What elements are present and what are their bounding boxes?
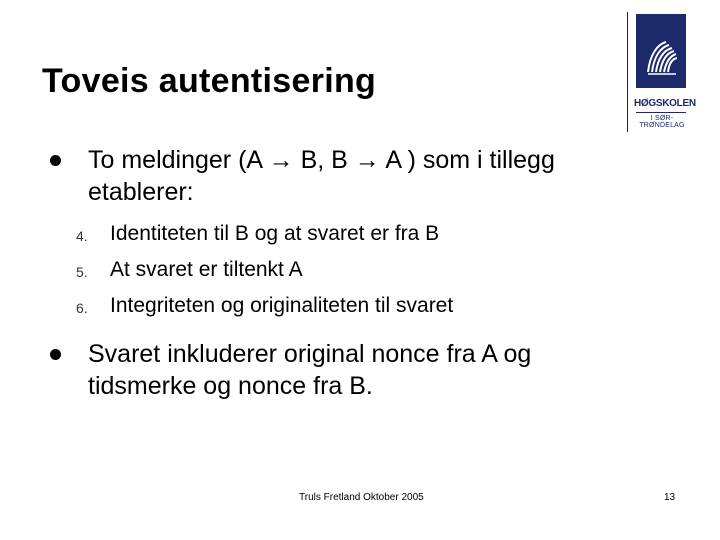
sub-item-number: 5. [76,264,88,280]
footer-author-date: Truls Fretland Oktober 2005 [299,492,424,503]
slide-title: Toveis autentisering [42,62,377,100]
sub-item-text: Integriteten og originaliteten til svaret [110,294,454,317]
page-number: 13 [664,492,676,503]
logo-underline [636,112,686,113]
bullet-1-line-2: etablerer: [88,178,194,206]
bullet-dot-icon [50,155,61,166]
institution-logo [634,14,696,134]
logo-name: HØGSKOLEN [634,98,696,109]
bullet-2-line-1: Svaret inkluderer original nonce fra A og [88,340,532,368]
sub-item-number: 6. [76,300,88,316]
sub-item-text: Identiteten til B og at svaret er fra B [110,222,440,245]
bullet-1 [88,144,555,208]
logo-subtitle: I SØR-TRØNDELAG [639,115,685,129]
bullet-2 [88,338,531,402]
bullet-2-line-2: tidsmerke og nonce fra B. [88,372,373,400]
sub-item-number: 4. [76,228,88,244]
logo-emblem-icon [636,14,686,88]
bullet-1-line-1: To meldinger (A → B, B → A ) som i tillegg [88,146,555,174]
bullet-dot-icon [50,349,61,360]
logo-divider [627,12,628,132]
sub-item-text: At svaret er tiltenkt A [110,258,303,281]
